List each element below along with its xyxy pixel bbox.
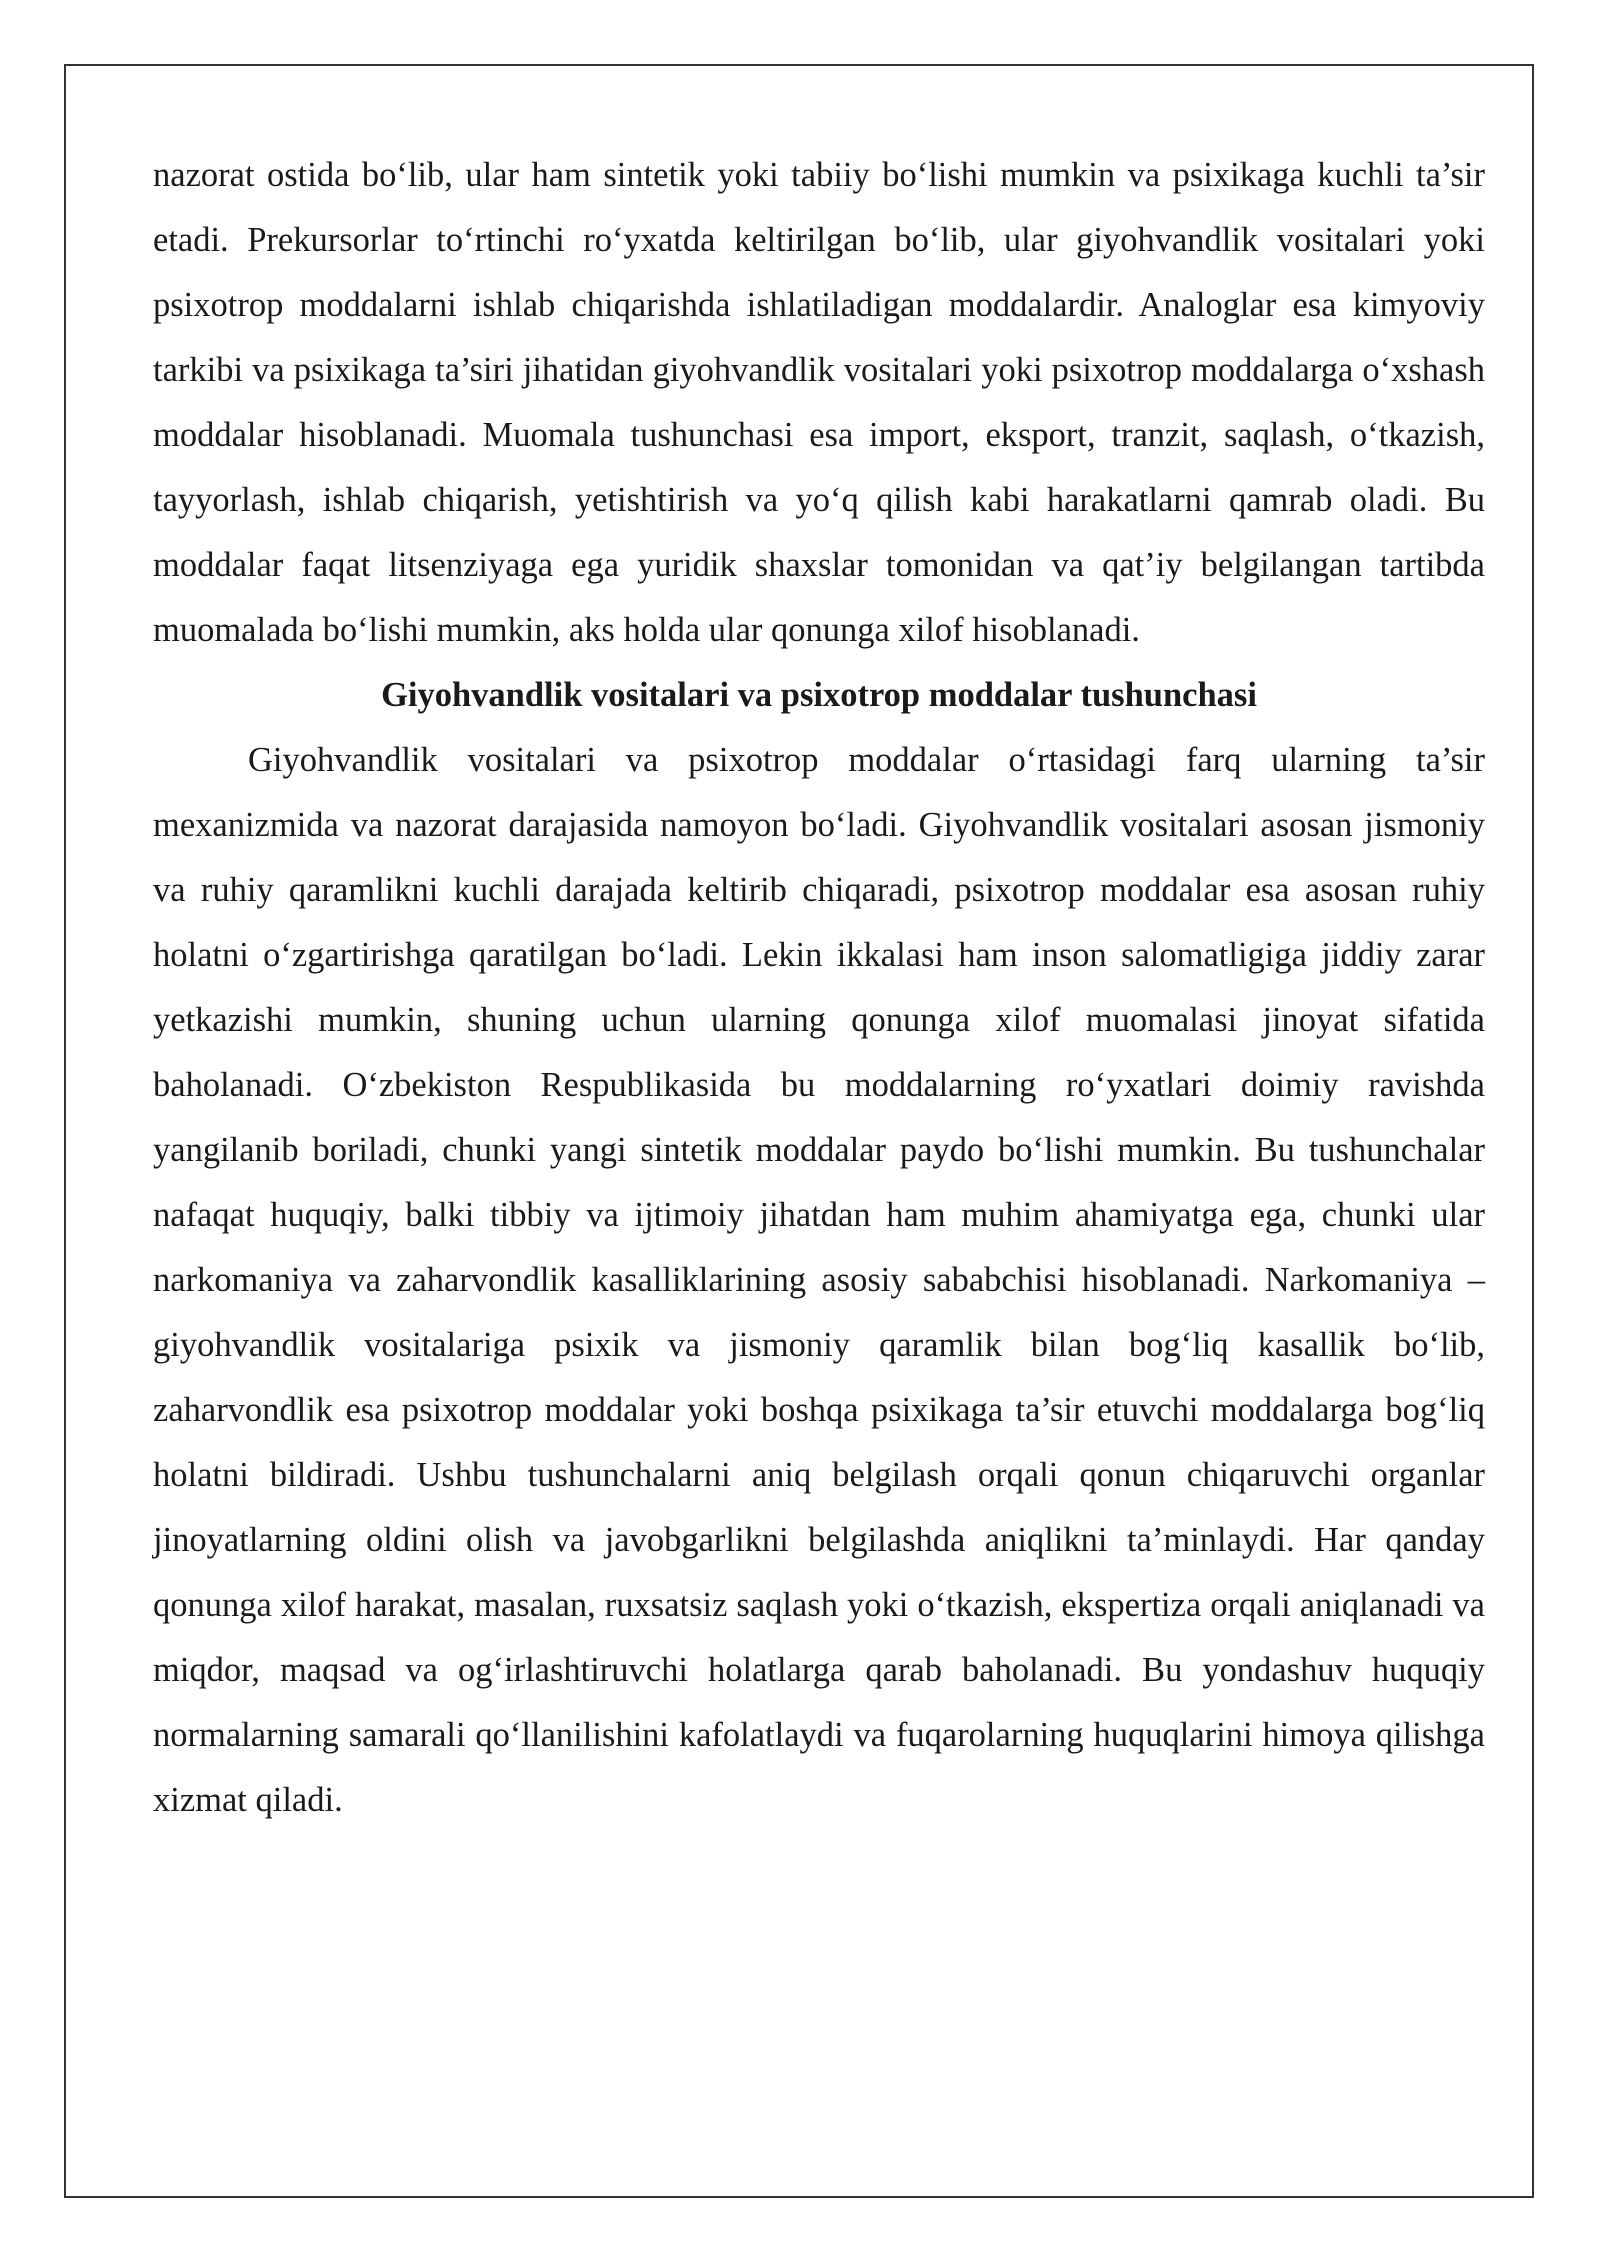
paragraph-main: Giyohvandlik vositalari va psixotrop moddalar o‘rtasidagi farq ularning ta’sir mexanizmida va nazorat darajasida namoyon bo‘ladi. Giyohvandlik vositalari asosan jismoniy va ruhiy qaramlikni kuchli darajada keltirib chiqaradi, psixotrop moddalar esa asosan ruhiy holatni o‘zgartirishga qaratilgan bo‘ladi. Lekin ikkalasi ham inson salomatligiga jiddiy zarar yetkazishi mumkin, shuning uchun ularning qonunga xilof muomalasi jinoyat sifatida baholanadi. O‘zbekiston Respublikasida bu moddalarning ro‘yxatlari doimiy ravishda yangilanib boriladi, chunki yangi sintetik moddalar paydo bo‘lishi mumkin. Bu tushunchalar nafaqat huquqiy, balki tibbiy va ijtimoiy jihatdan ham muhim ahamiyatga ega, chunki ular narkomaniya va zaharvondlik kasalliklarining asosiy sababchisi hisoblanadi. Narkomaniya – giyohvandlik vositalariga psixik va jismoniy qaramlik bilan bog‘liq kasallik bo‘lib, zaharvondlik esa psixotrop moddalar yoki boshqa psixikaga ta’sir etuvchi moddalarga bog‘liq holatni bildiradi. Ushbu tushunchalarni aniq belgilash orqali qonun chiqaruvchi organlar jinoyatlarning oldini olish va javobgarlikni belgilashda aniqlikni ta’minlaydi. Har qanday qonunga xilof harakat, masalan, ruxsatsiz saqlash yoki o‘tkazish, ekspertiza orqali aniqlanadi va miqdor, maqsad va og‘irlashtiruvchi holatlarga qarab baholanadi. Bu yondashuv huquqiy normalarning samarali qo‘llanilishini kafolatlaydi va fuqarolarning huquqlarini himoya qilishga xizmat qiladi. [153, 741, 1485, 1819]
document-body [153, 143, 1485, 1833]
section-heading: Giyohvandlik vositalari va psixotrop moddalar tushunchasi [381, 676, 1257, 714]
paragraph-continued: nazorat ostida bo‘lib, ular ham sintetik yoki tabiiy bo‘lishi mumkin va psixikaga kuchli ta’sir etadi. Prekursorlar to‘rtinchi ro‘yxatda keltirilgan bo‘lib, ular giyohvandlik vositalari yoki psixotrop moddalarni ishlab chiqarishda ishlatiladigan moddalardir. Analoglar esa kimyoviy tarkibi va psixikaga ta’siri jihatidan giyohvandlik vositalari yoki psixotrop moddalarga o‘xshash moddalar hisoblanadi. Muomala tushunchasi esa import, eksport, tranzit, saqlash, o‘tkazish, tayyorlash, ishlab chiqarish, yetishtirish va yo‘q qilish kabi harakatlarni qamrab oladi. Bu moddalar faqat litsenziyaga ega yuridik shaxslar tomonidan va qat’iy belgilangan tartibda muomalada bo‘lishi mumkin, aks holda ular qonunga xilof hisoblanadi. [153, 156, 1485, 649]
